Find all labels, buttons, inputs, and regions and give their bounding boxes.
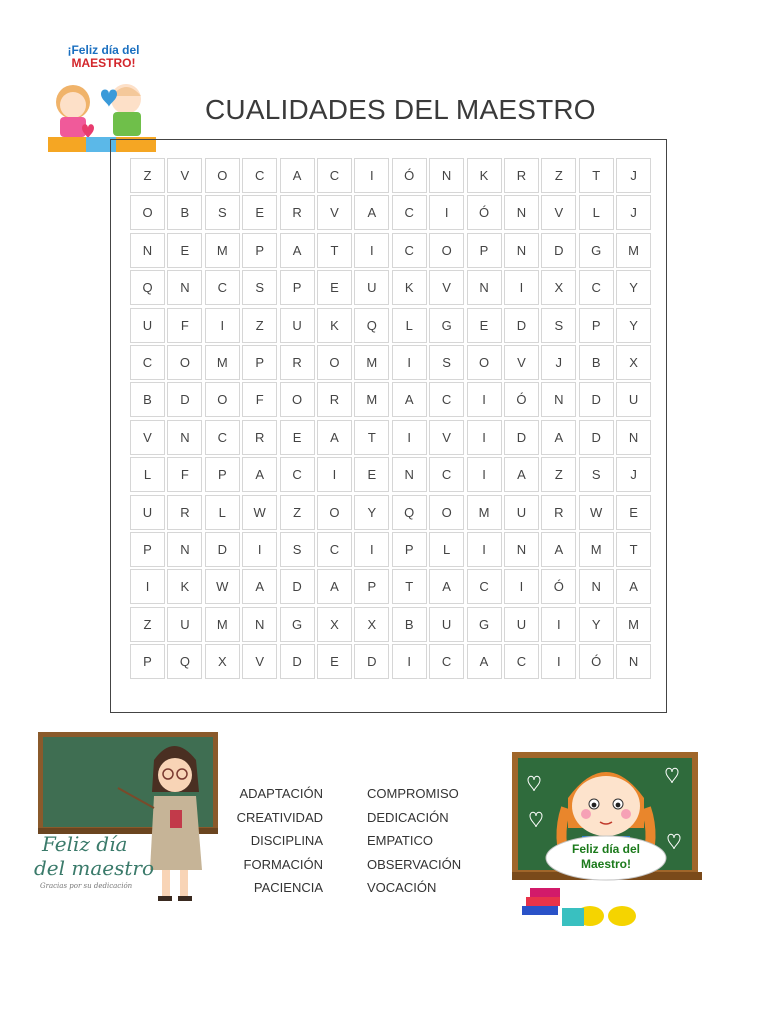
grid-cell: M	[354, 382, 389, 417]
grid-cell: F	[167, 308, 202, 343]
grid-cell: X	[205, 644, 240, 679]
grid-cell: V	[242, 644, 277, 679]
grid-cell: M	[616, 233, 651, 268]
grid-cell: D	[354, 644, 389, 679]
grid-cell: A	[242, 457, 277, 492]
grid-cell: A	[504, 457, 539, 492]
grid-cell: Q	[354, 308, 389, 343]
grid-cell: L	[579, 195, 614, 230]
grid-cell: N	[392, 457, 427, 492]
grid-cell: I	[317, 457, 352, 492]
grid-cell: M	[354, 345, 389, 380]
grid-cell: U	[167, 607, 202, 642]
grid-cell: A	[242, 569, 277, 604]
grid-cell: K	[467, 158, 502, 193]
grid-cell: N	[504, 233, 539, 268]
word-list-item: ADAPTACIÓN	[239, 786, 323, 801]
grid-cell: V	[317, 195, 352, 230]
grid-cell: I	[130, 569, 165, 604]
grid-cell: I	[205, 308, 240, 343]
grid-cell: I	[467, 420, 502, 455]
grid-cell: C	[205, 270, 240, 305]
grid-cell: G	[429, 308, 464, 343]
grid-cell: C	[242, 158, 277, 193]
grid-cell: Ó	[392, 158, 427, 193]
grid-cell: J	[616, 457, 651, 492]
grid-cell: X	[616, 345, 651, 380]
grid-cell: L	[429, 532, 464, 567]
grid-cell: C	[392, 195, 427, 230]
grid-cell: I	[354, 233, 389, 268]
kids-illustration	[46, 44, 161, 154]
grid-cell: N	[130, 233, 165, 268]
grid-cell: N	[616, 420, 651, 455]
grid-cell: D	[205, 532, 240, 567]
grid-cell: E	[317, 644, 352, 679]
grid-cell: Ó	[541, 569, 576, 604]
grid-cell: R	[541, 495, 576, 530]
grid-cell: Ó	[467, 195, 502, 230]
grid-cell: I	[504, 270, 539, 305]
grid-cell: W	[242, 495, 277, 530]
grid-cell: P	[205, 457, 240, 492]
grid-cell: C	[317, 158, 352, 193]
grid-cell: D	[504, 420, 539, 455]
grid-cell: Z	[541, 158, 576, 193]
grid-cell: R	[167, 495, 202, 530]
grid-cell: E	[242, 195, 277, 230]
grid-cell: N	[616, 644, 651, 679]
grid-cell: F	[242, 382, 277, 417]
grid-cell: T	[354, 420, 389, 455]
grid-cell: S	[280, 532, 315, 567]
grid-cell: N	[467, 270, 502, 305]
grid-cell: J	[616, 158, 651, 193]
grid-cell: G	[467, 607, 502, 642]
grid-cell: V	[429, 420, 464, 455]
grid-cell: A	[392, 382, 427, 417]
grid-cell: I	[392, 644, 427, 679]
page-title: CUALIDADES DEL MAESTRO	[205, 94, 596, 125]
grid-cell: N	[504, 195, 539, 230]
grid-cell: U	[130, 308, 165, 343]
grid-cell: P	[242, 233, 277, 268]
grid-cell: C	[429, 644, 464, 679]
grid-cell: A	[541, 420, 576, 455]
grid-cell: A	[541, 532, 576, 567]
grid-cell: R	[280, 345, 315, 380]
word-list-item: CREATIVIDAD	[236, 809, 323, 825]
grid-cell: N	[504, 532, 539, 567]
grid-cell: U	[280, 308, 315, 343]
grid-cell: I	[467, 382, 502, 417]
grid-cell: O	[205, 382, 240, 417]
grid-cell: C	[280, 457, 315, 492]
grid-cell: T	[616, 532, 651, 567]
feliz-dia-logo	[46, 44, 161, 154]
grid-cell: C	[429, 382, 464, 417]
grid-cell: A	[354, 195, 389, 230]
girl-sign-line1: Feliz día del	[571, 842, 640, 856]
grid-cell: E	[317, 270, 352, 305]
grid-cell: N	[242, 607, 277, 642]
grid-cell: A	[317, 420, 352, 455]
grid-cell: A	[467, 644, 502, 679]
word-list-item: EMPATICO	[367, 833, 433, 848]
grid-cell: V	[167, 158, 202, 193]
girl-chalkboard-card	[508, 748, 704, 933]
grid-cell: I	[541, 607, 576, 642]
grid-cell: E	[616, 495, 651, 530]
grid-cell: E	[280, 420, 315, 455]
grid-cell: L	[205, 495, 240, 530]
grid-cell: R	[317, 382, 352, 417]
grid-cell: M	[467, 495, 502, 530]
grid-cell: X	[541, 270, 576, 305]
grid-cell: Y	[354, 495, 389, 530]
teacher-card-line3: Gracias por su dedicación	[40, 882, 133, 890]
grid-cell: M	[616, 607, 651, 642]
teacher-card	[34, 730, 224, 905]
grid-cell: P	[467, 233, 502, 268]
grid-cell: Z	[280, 495, 315, 530]
grid-cell: I	[354, 532, 389, 567]
grid-cell: T	[392, 569, 427, 604]
grid-cell: V	[541, 195, 576, 230]
grid-cell: N	[167, 532, 202, 567]
grid-cell: D	[504, 308, 539, 343]
grid-cell: P	[280, 270, 315, 305]
grid-cell: O	[467, 345, 502, 380]
word-list-item: DEDICACIÓN	[367, 809, 449, 825]
grid-cell: Q	[130, 270, 165, 305]
grid-cell: X	[317, 607, 352, 642]
grid-cell: C	[392, 233, 427, 268]
grid-cell: Z	[130, 158, 165, 193]
grid-cell: S	[429, 345, 464, 380]
grid-cell: T	[579, 158, 614, 193]
grid-cell: O	[429, 233, 464, 268]
grid-cell: S	[579, 457, 614, 492]
grid-cell: E	[467, 308, 502, 343]
grid-cell: T	[317, 233, 352, 268]
grid-cell: B	[167, 195, 202, 230]
grid-cell: L	[392, 308, 427, 343]
grid-cell: P	[242, 345, 277, 380]
grid-cell: V	[504, 345, 539, 380]
word-list-item: PACIENCIA	[253, 880, 323, 895]
grid-cell: D	[579, 382, 614, 417]
grid-cell: U	[616, 382, 651, 417]
grid-cell: M	[579, 532, 614, 567]
grid-cell: Q	[167, 644, 202, 679]
grid-cell: U	[429, 607, 464, 642]
grid-cell: U	[354, 270, 389, 305]
grid-cell: N	[167, 420, 202, 455]
grid-cell: Q	[392, 495, 427, 530]
grid-cell: K	[392, 270, 427, 305]
word-list-item: OBSERVACIÓN	[367, 856, 462, 872]
grid-cell: N	[429, 158, 464, 193]
grid-cell: P	[130, 532, 165, 567]
word-list-item: VOCACIÓN	[367, 880, 437, 895]
grid-cell: O	[280, 382, 315, 417]
grid-cell: D	[579, 420, 614, 455]
grid-cell: I	[541, 644, 576, 679]
grid-cell: Z	[242, 308, 277, 343]
grid-cell: O	[167, 345, 202, 380]
grid-cell: K	[167, 569, 202, 604]
grid-cell: S	[205, 195, 240, 230]
girl-chalkboard-illustration	[508, 748, 704, 933]
grid-cell: D	[280, 644, 315, 679]
grid-cell: A	[280, 233, 315, 268]
grid-cell: M	[205, 233, 240, 268]
grid-cell: R	[280, 195, 315, 230]
grid-cell: L	[130, 457, 165, 492]
grid-cell: I	[392, 345, 427, 380]
grid-cell: P	[579, 308, 614, 343]
grid-cell: U	[504, 607, 539, 642]
grid-cell: N	[167, 270, 202, 305]
grid-cell: V	[429, 270, 464, 305]
grid-cell: C	[504, 644, 539, 679]
grid-cell: A	[280, 158, 315, 193]
grid-cell: E	[167, 233, 202, 268]
grid-cell: O	[205, 158, 240, 193]
grid-cell: B	[392, 607, 427, 642]
word-list-left	[225, 782, 323, 900]
girl-sign-line2: Maestro!	[580, 857, 631, 871]
teacher-card-line1: Feliz día	[42, 832, 128, 856]
logo-line2: MAESTRO!	[71, 56, 136, 70]
grid-cell: I	[504, 569, 539, 604]
grid-cell: W	[579, 495, 614, 530]
grid-cell: C	[467, 569, 502, 604]
grid-cell: I	[429, 195, 464, 230]
grid-cell: A	[429, 569, 464, 604]
grid-cell: B	[579, 345, 614, 380]
grid-cell: C	[579, 270, 614, 305]
grid-cell: Ó	[504, 382, 539, 417]
grid-cell: A	[616, 569, 651, 604]
grid-cell: P	[130, 644, 165, 679]
grid-cell: I	[467, 457, 502, 492]
grid-cell: N	[579, 569, 614, 604]
grid-cell: F	[167, 457, 202, 492]
grid-cell: R	[242, 420, 277, 455]
grid-cell: C	[317, 532, 352, 567]
grid-cell: M	[205, 607, 240, 642]
grid-cell: B	[130, 382, 165, 417]
grid-cell: Y	[616, 308, 651, 343]
grid-cell: S	[541, 308, 576, 343]
grid-cell: S	[242, 270, 277, 305]
grid-cell: U	[130, 495, 165, 530]
grid-cell: Y	[616, 270, 651, 305]
grid-cell: G	[280, 607, 315, 642]
grid-cell: R	[504, 158, 539, 193]
grid-cell: P	[354, 569, 389, 604]
grid-cell: O	[317, 495, 352, 530]
grid-cell: Ó	[579, 644, 614, 679]
grid-cell: O	[130, 195, 165, 230]
grid-cell: D	[167, 382, 202, 417]
word-list-right	[367, 782, 487, 900]
grid-cell: I	[242, 532, 277, 567]
grid-cell: C	[205, 420, 240, 455]
grid-cell: U	[504, 495, 539, 530]
grid-cell: Z	[541, 457, 576, 492]
word-list-item: DISCIPLINA	[250, 833, 323, 848]
grid-cell: I	[467, 532, 502, 567]
grid-cell: Y	[579, 607, 614, 642]
word-list-item: COMPROMISO	[367, 786, 459, 801]
grid-cell: Z	[130, 607, 165, 642]
grid-cell: J	[616, 195, 651, 230]
grid-cell: I	[354, 158, 389, 193]
grid-cell: V	[130, 420, 165, 455]
grid-cell: D	[541, 233, 576, 268]
grid-cell: C	[130, 345, 165, 380]
grid-cell: O	[429, 495, 464, 530]
grid-cell: N	[541, 382, 576, 417]
teacher-card-line2: del maestro	[34, 856, 155, 880]
grid-cell: C	[429, 457, 464, 492]
grid-cell: I	[392, 420, 427, 455]
grid-cell: O	[317, 345, 352, 380]
grid-cell: E	[354, 457, 389, 492]
grid-cell: X	[354, 607, 389, 642]
grid-cell: A	[317, 569, 352, 604]
grid-cell: D	[280, 569, 315, 604]
word-list-item: FORMACIÓN	[243, 856, 323, 872]
word-search-grid	[130, 158, 651, 679]
grid-cell: K	[317, 308, 352, 343]
grid-cell: W	[205, 569, 240, 604]
grid-cell: P	[392, 532, 427, 567]
grid-cell: M	[205, 345, 240, 380]
grid-cell: J	[541, 345, 576, 380]
grid-cell: G	[579, 233, 614, 268]
logo-line1: ¡Feliz día del	[67, 43, 140, 57]
